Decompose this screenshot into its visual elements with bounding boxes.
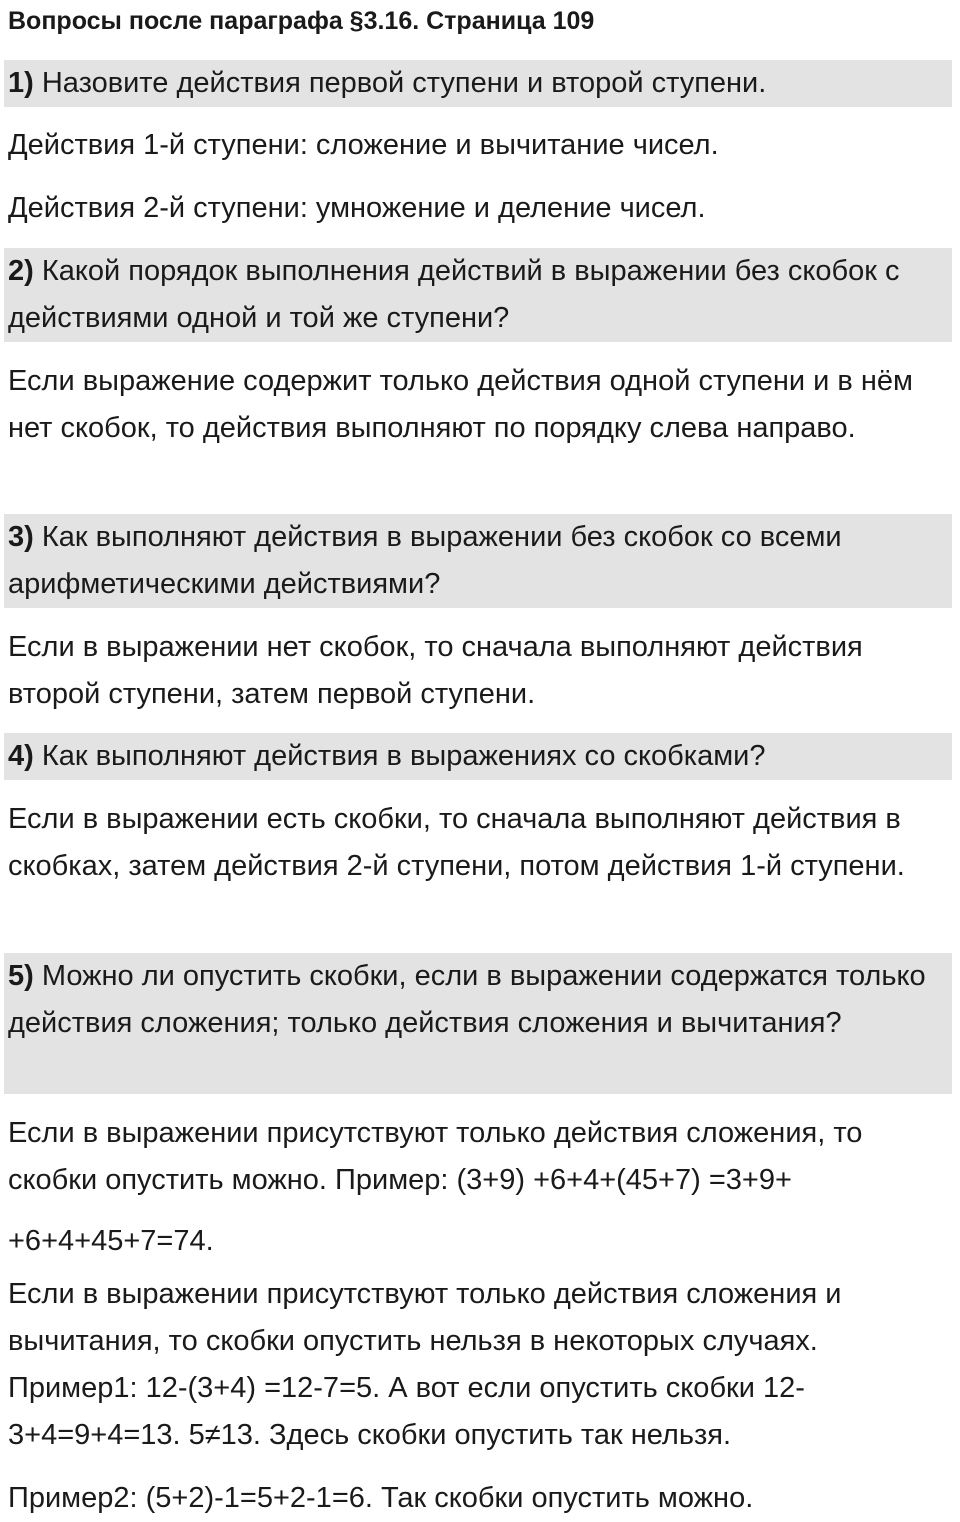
answer-1-line-1: Действия 1-й ступени: сложение и вычитание чисел. xyxy=(8,129,719,161)
question-number: 1) xyxy=(8,67,34,99)
answer-2: Если выражение содержит только действия одной ступени и в нём нет скобок, то действия выполняют по порядку слева направо. xyxy=(8,365,913,444)
answer-5-paragraph-4: Пример2: (5+2)-1=5+2-1=6. Так скобки опустить можно. xyxy=(8,1482,754,1514)
question-text: Назовите действия первой ступени и второй ступени. xyxy=(33,67,767,99)
answer-5-paragraph-2: +6+4+45+7=74. xyxy=(8,1225,214,1257)
question-text: Какой порядок выполнения действий в выражении без скобок с действиями одной и той же ступени? xyxy=(8,255,900,334)
answer-5-paragraph-3: Если в выражении присутствуют только действия сложения и вычитания, то скобки опустить нельзя в некоторых случаях. Пример1: 12-(3+4) =12-7=5. А вот если опустить скобки 12-3+4=9+4=13. 5≠13. Здесь скобки опустить так нельзя. xyxy=(8,1278,842,1451)
question-4 xyxy=(4,733,952,780)
page-title: Вопросы после параграфа §3.16. Страница 109 xyxy=(8,7,595,35)
question-1 xyxy=(4,60,952,107)
question-number: 5) xyxy=(8,960,34,992)
question-3 xyxy=(4,514,952,608)
question-number: 3) xyxy=(8,521,34,553)
question-2 xyxy=(4,248,952,342)
answer-1-line-2: Действия 2-й ступени: умножение и деление чисел. xyxy=(8,192,706,224)
answer-5-paragraph-1: Если в выражении присутствуют только действия сложения, то скобки опустить можно. Пример: (3+9) +6+4+(45+7) =3+9+ xyxy=(8,1117,863,1196)
question-5 xyxy=(4,953,952,1094)
question-text: Можно ли опустить скобки, если в выражении содержатся только действия сложения; только действия сложения и вычитания? xyxy=(8,960,926,1039)
answer-4: Если в выражении есть скобки, то сначала выполняют действия в скобках, затем действия 2-й ступени, потом действия 1-й ступени. xyxy=(8,803,905,882)
question-number: 2) xyxy=(8,255,34,287)
question-text: Как выполняют действия в выражениях со скобками? xyxy=(33,740,766,772)
question-number: 4) xyxy=(8,740,34,772)
question-text: Как выполняют действия в выражении без скобок со всеми арифметическими действиями? xyxy=(8,521,842,600)
answer-3: Если в выражении нет скобок, то сначала выполняют действия второй ступени, затем первой ступени. xyxy=(8,631,863,710)
